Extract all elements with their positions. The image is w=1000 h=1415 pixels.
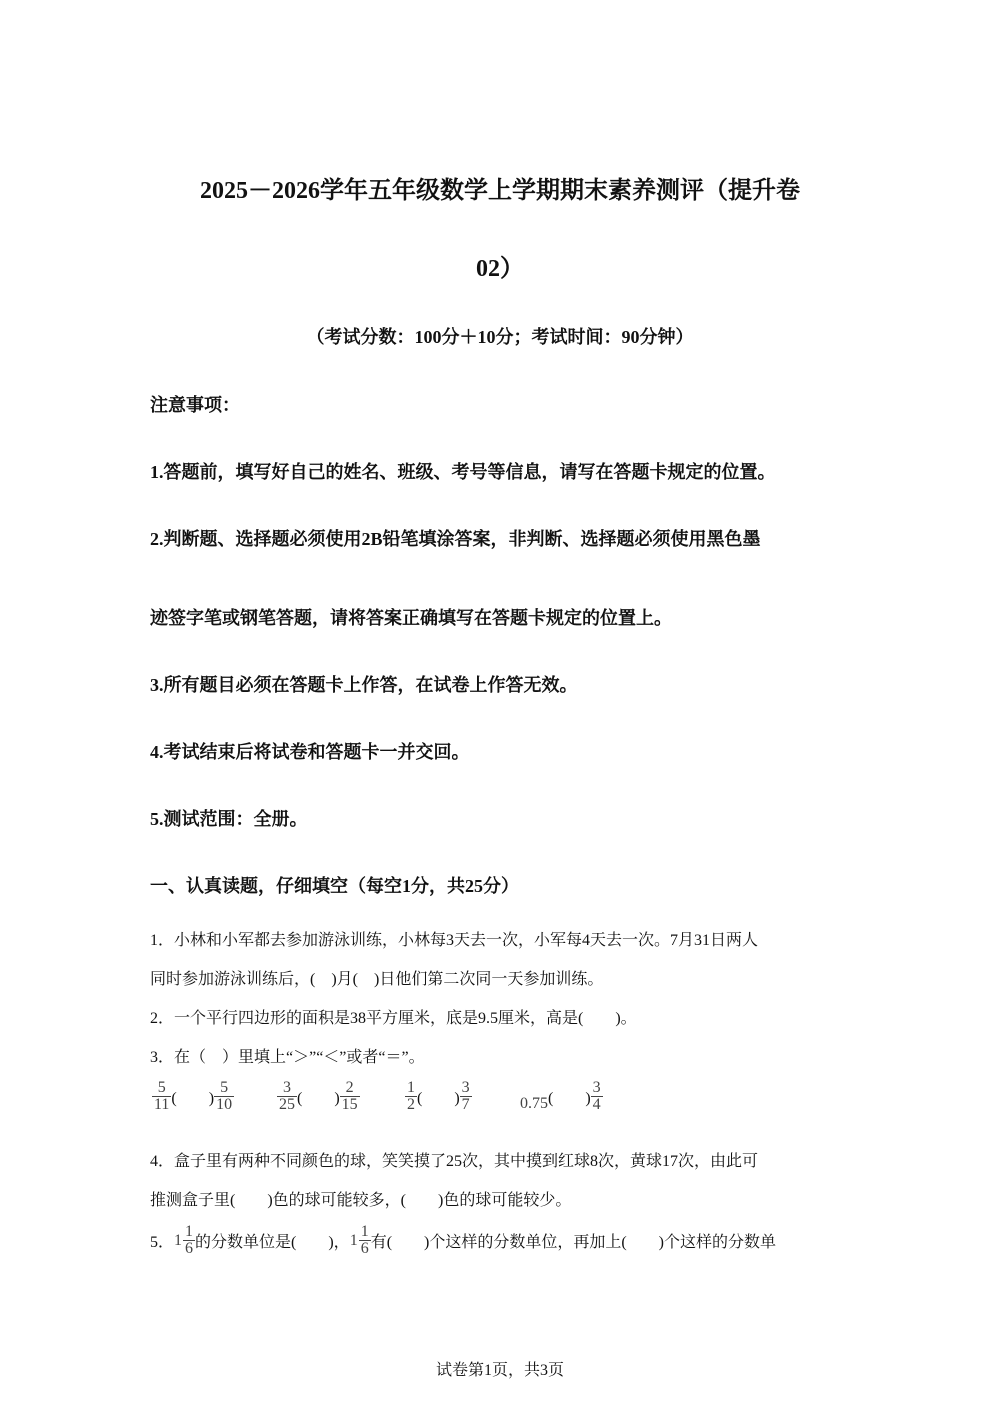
question-2: 2．一个平行四边形的面积是38平方厘米，底是9.5厘米，高是( )。 [150,1010,637,1027]
question-4-line-1: 4．盒子里有两种不同颜色的球，笑笑摸了25次，其中摸到红球8次，黄球17次，由此可 [150,1153,759,1170]
notice-item-2-line-1: 2.判断题、选择题必须使用2B铅笔填涂答案，非判断、选择题必须使用黑色墨 [150,529,761,549]
question-5-part-2: 有( )个这样的分数单位，再加上( )个这样的分数单 [370,1234,777,1251]
mixed-number: 1 $\frac{1}{6}$ [349,1223,369,1257]
fraction-right: $\frac{5}{10}$ [216,1079,233,1113]
mixed-number: 1 $\frac{1}{6}$ [174,1223,194,1257]
question-5-part-1: 的分数单位是( )， [195,1234,350,1251]
fraction-left: $\frac{1}{2}$ [407,1079,415,1113]
fraction-left: $\frac{3}{25}$ [279,1079,295,1113]
exam-title-line-2: 02） [476,256,524,282]
question-5-prefix: 5． [150,1234,175,1251]
answer-blank[interactable]: ( ) [548,1090,591,1107]
notice-item-3: 3.所有题目必须在答题卡上作答，在试卷上作答无效。 [150,675,578,695]
page-footer: 试卷第1页，共3页 [435,1362,564,1379]
fraction-right: $\frac{2}{15}$ [341,1079,358,1113]
compare-item-4 [520,1080,603,1113]
compare-item-1 [152,1080,234,1113]
exam-subtitle: （考试分数：100分＋10分；考试时间：90分钟） [306,327,694,347]
question-5 [150,1224,776,1257]
notice-item-4: 4.考试结束后将试卷和答题卡一并交回。 [150,742,470,762]
compare-item-2 [277,1080,360,1113]
answer-blank[interactable]: ( ) [297,1090,340,1107]
question-3: 3．在（ ）里填上“＞”“＜”或者“＝”。 [150,1049,425,1066]
notice-item-5: 5.测试范围：全册。 [150,809,308,829]
exam-title-line-1: 2025－2026学年五年级数学上学期期末素养测评（提升卷 [200,178,800,204]
answer-blank[interactable]: ( ) [171,1090,215,1107]
decimal-left: 0.75 [520,1094,548,1112]
fraction-left: $\frac{5}{11}$ [154,1079,170,1113]
question-4-line-2: 推测盒子里( )色的球可能较多，( )色的球可能较少。 [150,1192,572,1209]
section-heading-1: 一、认真读题，仔细填空（每空1分，共25分） [150,876,519,896]
compare-item-3 [405,1080,472,1113]
notice-item-1: 1.答题前，填写好自己的姓名、班级、考号等信息，请写在答题卡规定的位置。 [150,462,776,482]
fraction-right: $\frac{3}{7}$ [461,1079,470,1113]
question-1-line-1: 1．小林和小军都去参加游泳训练，小林每3天去一次，小军每4天去一次。7月31日两人 [150,932,759,949]
notice-item-2-line-2: 迹签字笔或钢笔答题，请将答案正确填写在答题卡规定的位置上。 [150,608,672,628]
fraction-right: $\frac{3}{4}$ [592,1079,601,1113]
question-1-line-2: 同时参加游泳训练后，( )月( )日他们第二次同一天参加训练。 [150,971,604,988]
notice-heading: 注意事项： [150,395,240,415]
answer-blank[interactable]: ( ) [417,1090,460,1107]
